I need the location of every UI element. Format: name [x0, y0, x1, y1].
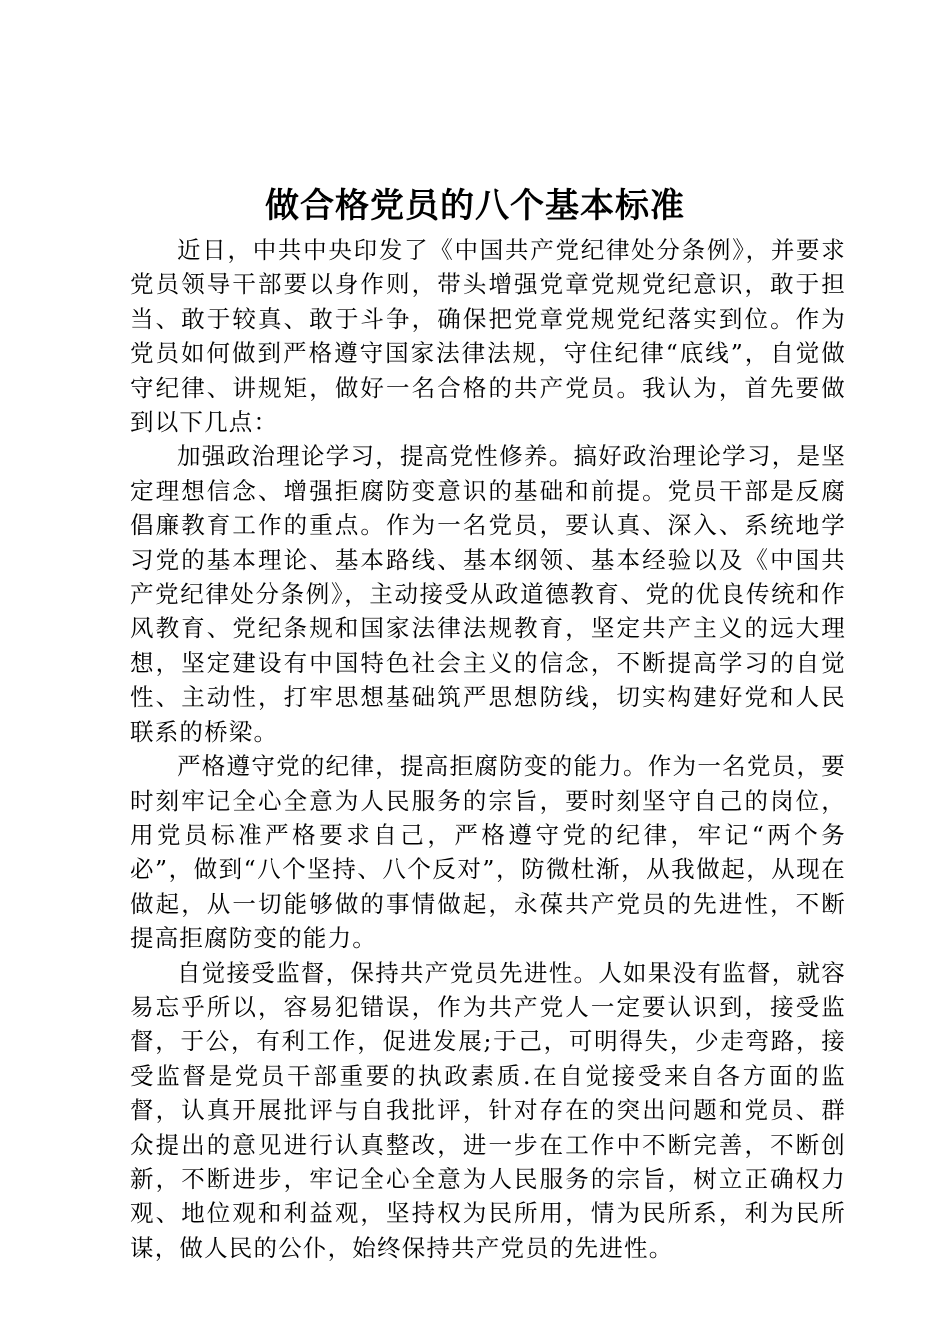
- document-body: [130, 233, 846, 1265]
- paragraph-theory-study: 加强政治理论学习，提高党性修养。搞好政治理论学习，是坚定理想信念、增强拒腐防变意识的基础和前提。党员干部是反腐倡廉教育工作的重点。作为一名党员，要认真、深入、系统地学习党的基本理论、基本路线、基本纲领、基本经验以及《中国共产党纪律处分条例》，主动接受从政道德教育、党的优良传统和作风教育、党纪条规和国家法律法规教育，坚定共产主义的远大理想，坚定建设有中国特色社会主义的信念，不断提高学习的自觉性、主动性，打牢思想基础筑严思想防线，切实构建好党和人民联系的桥梁。: [130, 442, 846, 746]
- paragraph-intro: 近日，中共中央印发了《中国共产党纪律处分条例》，并要求党员领导干部要以身作则，带头增强党章党规党纪意识，敢于担当、敢于较真、敢于斗争，确保把党章党规党纪落实到位。作为党员如何做到严格遵守国家法律法规，守住纪律“底线”，自觉做守纪律、讲规矩，做好一名合格的共产党员。我认为，首先要做到以下几点：: [130, 236, 846, 437]
- paragraph-accept-supervision: 自觉接受监督，保持共产党员先进性。人如果没有监督，就容易忘乎所以，容易犯错误，作为共产党人一定要认识到，接受监督，于公，有利工作，促进发展;于己，可明得失，少走弯路，接受监督是党员干部重要的执政素质.在自觉接受来自各方面的监督，认真开展批评与自我批评，针对存在的突出问题和党员、群众提出的意见进行认真整改，进一步在工作中不断完善，不断创新，不断进步，牢记全心全意为人民服务的宗旨，树立正确权力观、地位观和利益观，坚持权为民所用，情为民所系，利为民所谋，做人民的公仆，始终保持共产党员的先进性。: [130, 958, 846, 1262]
- document-title: 做合格党员的八个基本标准: [265, 186, 685, 226]
- paragraph-party-discipline: 严格遵守党的纪律，提高拒腐防变的能力。作为一名党员，要时刻牢记全心全意为人民服务的宗旨，要时刻坚守自己的岗位，用党员标准严格要求自己，严格遵守党的纪律，牢记“两个务必”，做到“八个坚持、八个反对”，防微杜渐，从我做起，从现在做起，从一切能够做的事情做起，永葆共产党员的先进性，不断提高拒腐防变的能力。: [130, 752, 846, 953]
